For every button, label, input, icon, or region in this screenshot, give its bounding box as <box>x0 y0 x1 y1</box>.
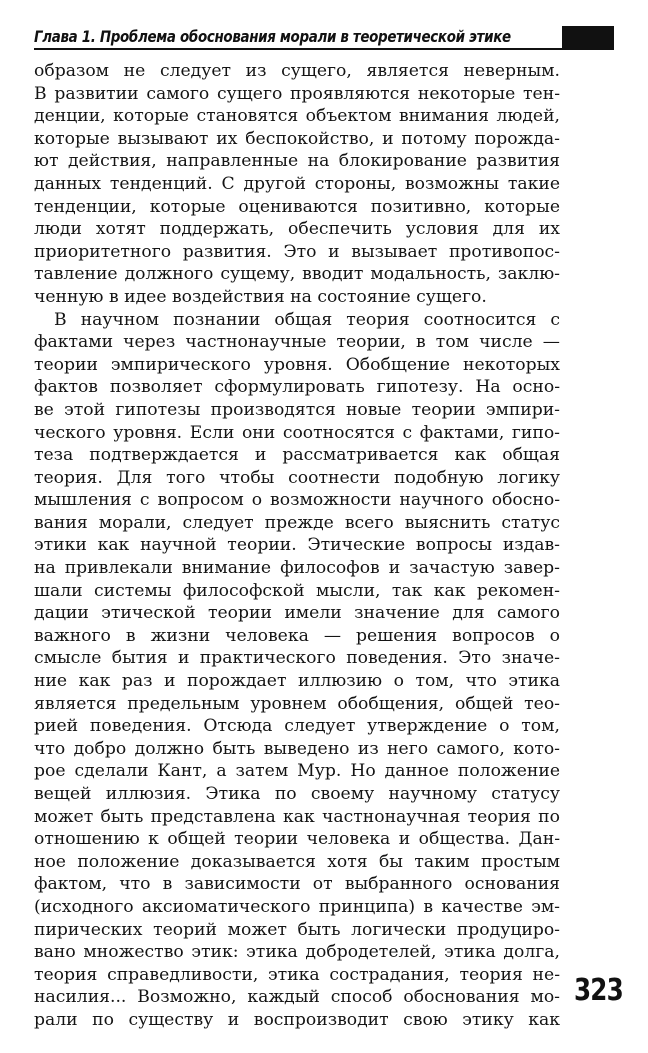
text-line: пирических теорий может быть логически продуциро- <box>34 919 560 940</box>
text-line: ние как раз и порождает иллюзию о том, что этика <box>34 671 560 692</box>
text-line: данных тенденций. С другой стороны, возможны такие <box>34 173 560 194</box>
text-line: ченную в идее воздействия на состояние сущего. <box>34 286 487 307</box>
text-line: шали системы философской мысли, так как рекомен- <box>34 580 560 601</box>
text-line: дации этической теории имели значение для самого <box>34 603 560 624</box>
text-line: рали по существу и воспроизводит свою этику как <box>34 1009 560 1030</box>
text-line: отношению к общей теории человека и общества. Дан- <box>34 829 560 850</box>
text-line: вещей иллюзия. Этика по своему научному статусу <box>34 784 560 804</box>
text-line: ное положение доказывается хотя бы таким простым <box>34 851 560 872</box>
text-line: денции, которые становятся объектом внимания людей, <box>34 106 560 127</box>
text-line: ют действия, направленные на блокирование развития <box>34 151 560 172</box>
text-line: приоритетного развития. Это и вызывает противопос- <box>34 241 560 262</box>
text-line: теза подтверждается и рассматривается как общая <box>34 445 560 466</box>
text-line: смысле бытия и практического поведения. Это значе- <box>34 648 560 669</box>
text-line: В развитии самого сущего проявляются некоторые тен- <box>34 83 560 104</box>
text-line: рое сделали Кант, а затем Мур. Но данное положение <box>34 761 560 782</box>
text-line: на привлекали внимание философов и зачастую завер- <box>34 558 560 579</box>
header-rule <box>34 48 614 50</box>
text-line: вания морали, следует прежде всего выяснить статус <box>34 512 560 533</box>
text-line: мышления с вопросом о возможности научного обосно- <box>34 490 560 511</box>
header-black-block <box>562 26 614 48</box>
text-line: образом не следует из сущего, является неверным. <box>34 61 560 81</box>
body-text <box>34 60 560 1032</box>
text-line: тавление должного сущему, вводит модальность, заклю- <box>34 264 560 285</box>
text-line: фактами через частнонаучные теории, в том числе — <box>34 332 560 353</box>
text-line: что добро должно быть выведено из него самого, кото- <box>34 738 560 759</box>
text-line: ческого уровня. Если они соотносятся с фактами, гипо- <box>34 422 560 443</box>
text-line: этики как научной теории. Этические вопросы издав- <box>34 535 560 556</box>
text-line: В научном познании общая теория соотносится с <box>54 309 560 330</box>
text-line: люди хотят поддержать, обеспечить условия для их <box>34 219 560 240</box>
running-head <box>34 26 614 52</box>
text-line: вано множество этик: этика добродетелей, этика долга, <box>34 942 560 963</box>
text-line: которые вызывают их беспокойство, и потому порожда- <box>34 128 560 149</box>
text-line: фактом, что в зависимости от выбранного основания <box>34 874 560 895</box>
text-line: теории эмпирического уровня. Обобщение некоторых <box>34 354 560 375</box>
text-line: является предельным уровнем обобщения, общей тео- <box>34 693 560 714</box>
text-line: теория. Для того чтобы соотнести подобную логику <box>34 467 560 488</box>
text-line: (исходного аксиоматического принципа) в качестве эм- <box>34 896 560 917</box>
text-line: тенденции, которые оцениваются позитивно, которые <box>34 196 560 217</box>
chapter-title: Глава 1. Проблема обоснования морали в теоретической этике <box>34 27 511 46</box>
text-line: может быть представлена как частнонаучная теория по <box>34 806 560 827</box>
text-line: ве этой гипотезы производятся новые теории эмпири- <box>34 399 560 420</box>
text-line: теория справедливости, этика сострадания, теория не- <box>34 964 560 985</box>
page-number: 323 <box>574 973 623 1008</box>
text-line: насилия... Возможно, каждый способ обоснования мо- <box>34 987 560 1008</box>
text-line: рией поведения. Отсюда следует утверждение о том, <box>34 716 560 737</box>
text-line: важного в жизни человека — решения вопросов о <box>34 625 560 646</box>
text-line: фактов позволяет сформулировать гипотезу. На осно- <box>34 377 560 398</box>
